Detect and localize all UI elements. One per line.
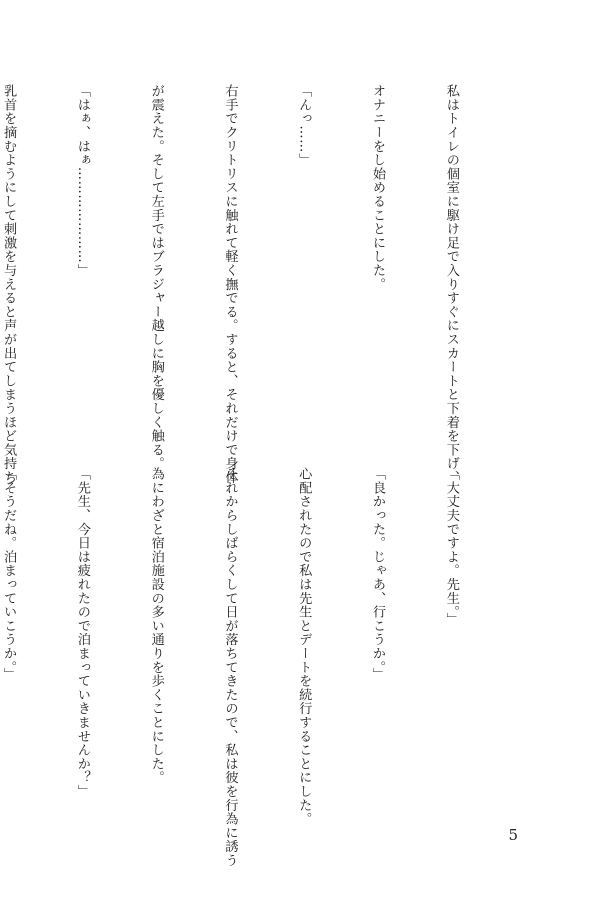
text-line: 「はぁ、はぁ…………………」 <box>74 84 90 278</box>
text-line: 「大丈夫ですよ。先生。」 <box>443 467 459 626</box>
upper-text-block <box>0 84 512 485</box>
lower-text-block <box>0 467 512 868</box>
text-line: オナニーをし始めることにした。 <box>370 84 386 291</box>
text-line: 右手でクリトリスに触れて軽く撫でる。すると、それだけで身体 <box>222 84 238 485</box>
text-line: 私はトイレの個室に駆け足で入りすぐにスカートと下着を下げ、 <box>443 84 459 485</box>
text-line: 為にわざと宿泊施設の多い通りを歩くことにした。 <box>148 467 164 785</box>
text-line: それからしばらくして日が落ちてきたので、私は彼を行為に誘う <box>222 467 238 868</box>
text-line: 「そうだね。泊まっていこうか。」 <box>1 467 17 682</box>
text-line: 「先生、今日は疲れたので泊まっていきませんか？」 <box>74 467 90 799</box>
text-line: 「良かった。じゃあ、行こうか。」 <box>370 467 386 682</box>
text-line: 心配されたので私は先生とデートを続行することにした。 <box>296 467 312 826</box>
text-line: 「んっ……」 <box>296 84 312 167</box>
text-line: 乳首を摘むようにして刺激を与えると声が出てしまうほど気持ち <box>1 84 17 485</box>
text-line: が震えた。そして左手ではブラジャー越しに胸を優しく触る。 <box>148 84 164 471</box>
page-number: 5 <box>508 826 518 844</box>
